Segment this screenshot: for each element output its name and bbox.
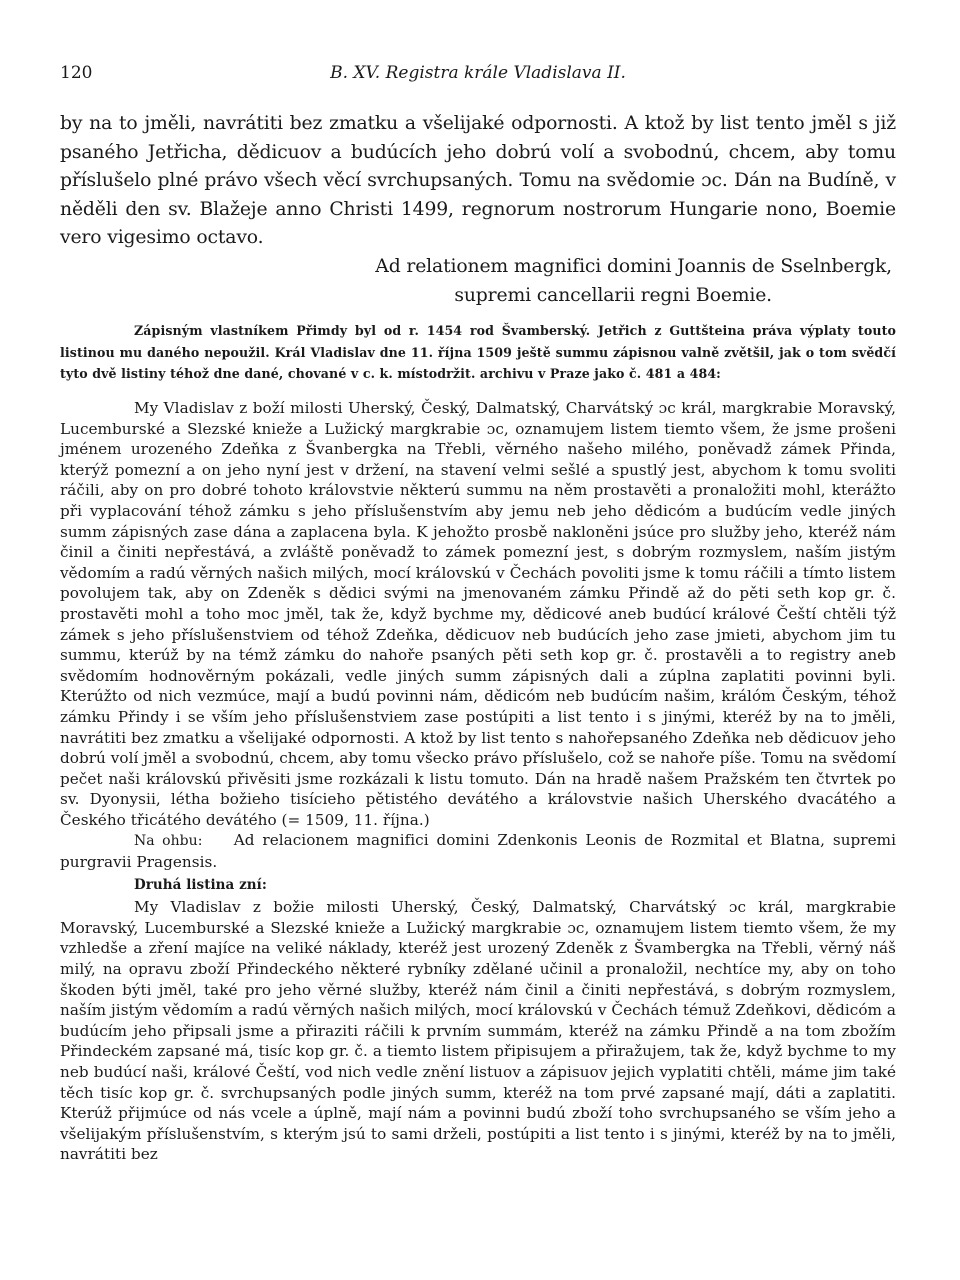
verso-text: Ad relacionem magnifici domini Zdenkonis Leonis de Rozmital et Blatna, supremi purgravii Pragensis. [60, 831, 897, 872]
charter-1-verso [60, 830, 896, 872]
page-header [60, 63, 896, 85]
page-number: 120 [60, 63, 93, 83]
closing-paragraph: by na to jměli, navrátiti bez zmatku a všelijaké odpornosti. A ktož by list tento jměl s již psaného Jetřicha, dědicuov a budúcích jeho dobrú volí a svobodnú, chcem, aby tomu příslušelo plné právo všech věcí svrchupsaných. Tomu na svědomie ɔc. Dán na Budíně, v něděli den sv. Blažeje anno Christi 1499, regnorum nostrorum Hungarie nono, Boemie vero vigesimo octavo. [60, 113, 896, 249]
main-text [60, 110, 896, 310]
charter-2-text: My Vladislav z božie milosti Uherský, Český, Dalmatský, Charvátský ɔc král, margkrabie Moravský, Lucemburské a Slezské knieže a Lužický margkrabie ɔc, oznamujem listem tiemto všem, že my vzhledše a zření majíce na veliké náklady, kteréž jest urozený Zdeněk z Švambergka na Třebli, věrný náš milý, na opravu zboží Přindeckého některé rybníky zdělané učinil a pronaložil, nechtíce my, aby on toho škoden býti jměl, také pro jeho věrné služby, kteréž nám činil a činiti nepřestává, s dobrým rozmyslem, naším jistým vědomím a radú věrných našich milých, mocí královskú v Čechách témuž Zdeňkovi, dědicóm a budúcím jeho připsali jsme a přiraziti ráčili k prvním summám, kteréž na zámku Přindě a na tom zbožím Přindeckém zapsané má, tisíc kop gr. č. a tiemto listem připisujem a přiražujem, tak že, když bychme to my neb budúcí naši, králové Čeští, vod nich vedle znění listuov a zápisuov jejich vyplatiti chtěli, máme jim také těch tisíc kop gr. č. svrchupsaných podle jiných summ, kteréž na tom prvé zapsané mají, dáti a zaplatiti. Kterúž přijmúce od nás vcele a úplně, mají nám a povinni budú zboží toho svrchupsaného se vším jeho a všelijakým příslušenstvím, s kterým jsú to sami drželi, postúpiti a list tento i s jinými, kteréž by na to jměli, navrátiti bez [60, 898, 896, 1164]
running-title: B. XV. Registra krále Vladislava II. [330, 63, 626, 83]
editor-note-text: Zápisným vlastníkem Přimdy byl od r. 1454 rod Švamberský. Jetřich z Guttšteina práva výplaty touto listinou mu daného nepoužil. Král Vladislav dne 11. října 1509 ještě summu zápisnou valně zvětšil, jak o tom svědčí tyto dvě listiny téhož dne dané, chované v c. k. místodržit. archivu v Praze jako č. 481 a 484: [60, 323, 896, 381]
relation-note [60, 253, 896, 310]
editor-note [60, 320, 896, 385]
second-charter-heading: Druhá listina zní: [134, 876, 267, 893]
charter-1-text: My Vladislav z boží milosti Uherský, Český, Dalmatský, Charvátský ɔc král, margkrabie Moravský, Lucemburské a Slezské knieže a Lužický margkrabie ɔc, oznamujem listem tiemto všem, že jsme prošeni jménem urozeného Zdeňka z Švanbergka na Třebli, věrného našeho milého, poněvadž zámek Přinda, kterýž pomezní a on jeho nyní jest v držení, na stavení velmi sešlé a spustlý jest, abychom k tomu svoliti ráčili, aby on pro dobré tohoto královstvie některú summu na něm prostavěti a pronaložiti mohl, kterážto při vyplacování téhož zámku s jeho příslušenstvím aby jemu neb jeho dědicóm a budúcím vedle jiných summ zápisných zase dána a zaplacena byla. K jehožto prosbě nakloněni jsúce pro služby jeho, kteréž nám činil a činiti nepřestává, a zvláště poněvadž to zámek pomezní jest, s dobrým rozmyslem, naším jistým vědomím a radú věrných našich milých, mocí královskú v Čechách povoliti jsme k tomu ráčili a tímto listem povolujem tak, aby on Zdeněk s dědici svými na jmenovaném zámku Přindě až do pěti seth kop gr. č. prostavěti mohl a toho moc jměl, tak že, když bychme my, dědicové aneb budúcí králové Čeští chtěli týž zámek s jeho příslušenstviem od téhož Zdeňka, dědicuov neb budúcích jeho zase jmieti, abychom jim tu summu, kterúž by na témž zámku do nahoře psaných pěti seth kop gr. č. prostavěli a to registry aneb svědomím hodnověrným pokázali, vedle jiných summ zápisných dali a zúplna zaplatiti povinni byli. Kterúžto od nich vezmúce, mají a budú povinni nám, dědicóm neb budúcím našim, králóm Českým, téhož zámku Přindy i se vším jeho příslušenstviem zase postúpiti a list tento i s jinými, kteréž by na to jměli, navrátiti bez zmatku a všelijaké odpornosti. A ktož by list tento s nahořepsaného Zdeňka neb dědicuov jeho dobrú volí jměl a svobodnú, chcem, aby tomu všecko právo příslušelo, což se nahoře píše. Tomu na svědomí pečet naši královskú přivěsiti jsme rozkázali k listu tomuto. Dán na hradě našem Pražském ten čtvrtek po sv. Dyonysii, létha božieho tisícieho pětistého devátého a královstvie našich Uherského dvacátého a Českého třicátého devátého (= 1509, 11. října.) [60, 399, 896, 829]
charter-texts [60, 398, 896, 1165]
verso-label: Na ohbu: [134, 833, 203, 850]
relation-line-2: supremi cancellarii regni Boemie. [454, 284, 772, 306]
relation-line-1: Ad relationem magnifici domini Joannis de Sselnbergk, [375, 255, 892, 277]
